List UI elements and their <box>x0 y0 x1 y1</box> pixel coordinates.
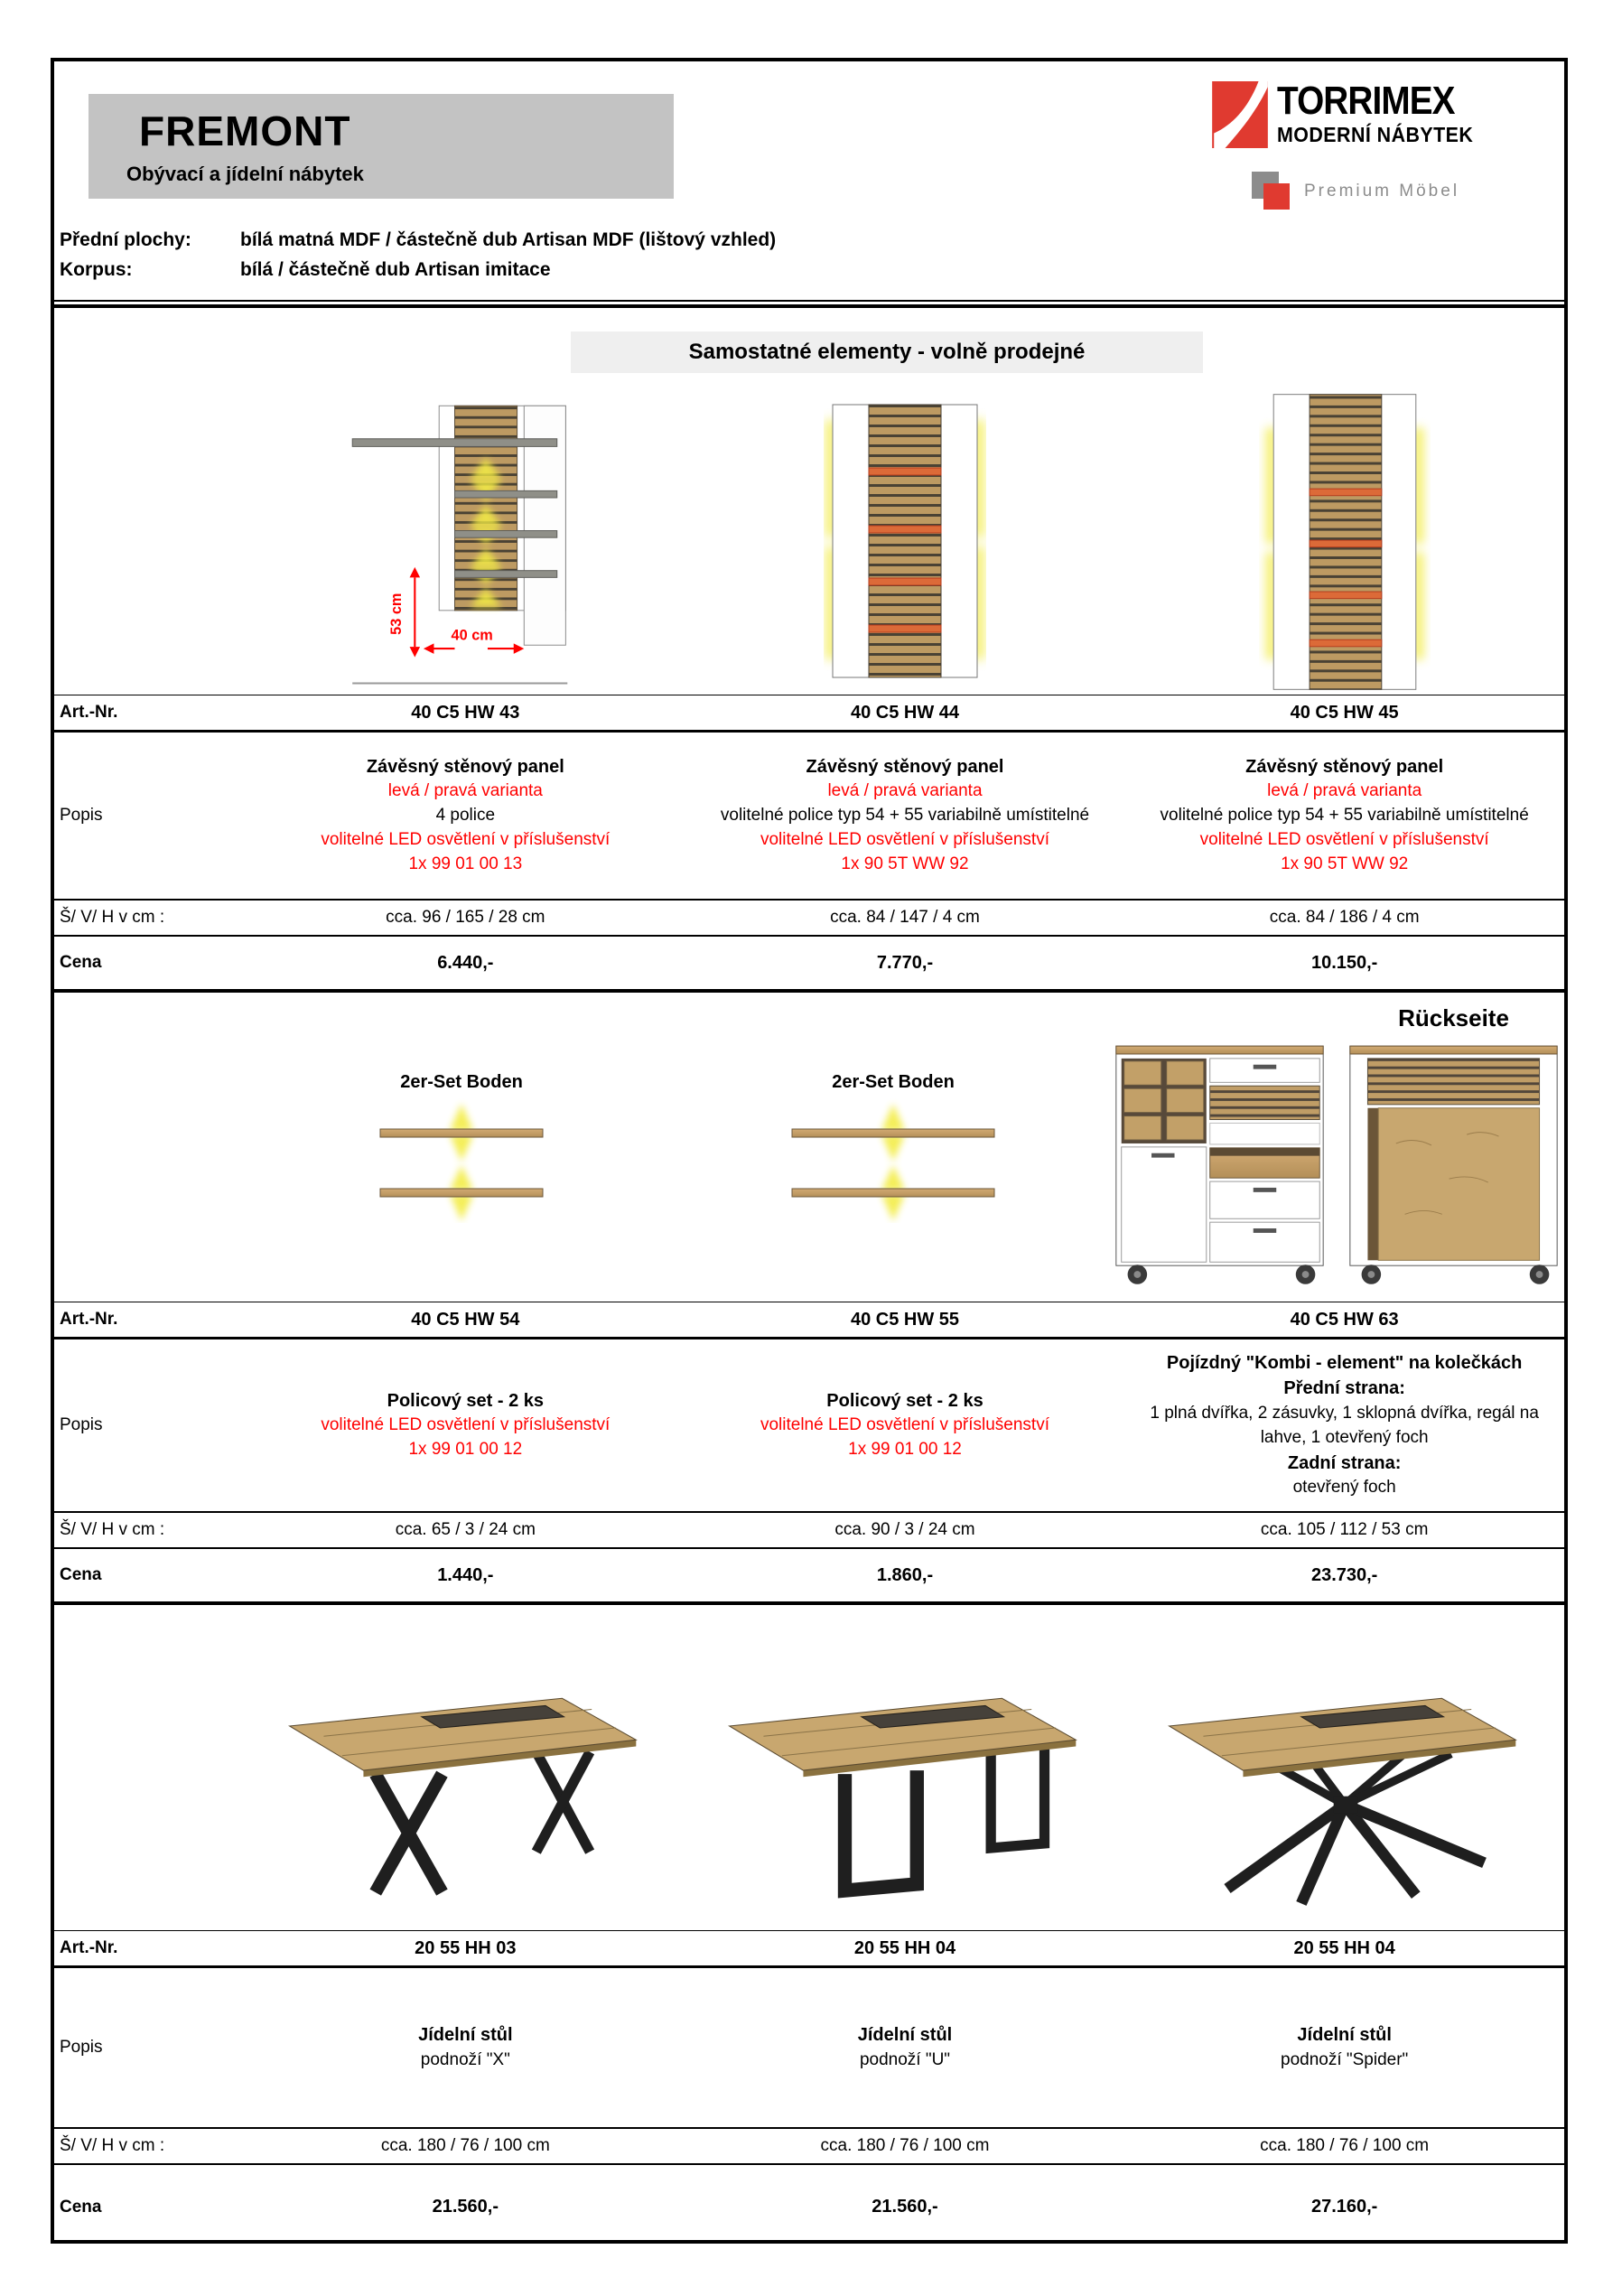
header <box>54 61 1564 300</box>
table-x-legs-drawing <box>266 1614 664 1921</box>
description-line: Policový set - 2 ks <box>387 1390 545 1411</box>
product-dims: cca. 105 / 112 / 53 cm <box>1260 1520 1429 1539</box>
cena-row-label: Cena <box>60 2197 102 2217</box>
dims-row <box>54 1513 1564 1549</box>
image-caption: 2er-Set Boden <box>400 1071 523 1092</box>
product-block-shelves-kombi <box>54 993 1564 1605</box>
dims-row-label: Š/ V/ H v cm : <box>60 908 165 927</box>
product-price: 10.150,- <box>1310 952 1378 973</box>
popis-row-label: Popis <box>60 2038 103 2057</box>
description-line: Policový set - 2 ks <box>826 1390 983 1411</box>
cena-row <box>54 1549 1564 1605</box>
description-line: Přední strana: <box>1283 1378 1405 1399</box>
header-divider <box>54 300 1564 308</box>
brand-name: TORRIMEX <box>1277 79 1455 123</box>
product-dims: cca. 96 / 165 / 28 cm <box>386 908 545 927</box>
wall-panel-front-view-tall-drawing <box>1259 389 1431 695</box>
description-line: Jídelní stůl <box>418 2025 513 2046</box>
art-row-label: Art.-Nr. <box>60 703 118 722</box>
product-image-hw63 <box>1109 993 1564 1302</box>
product-description <box>246 1381 685 1470</box>
product-image-hh04u <box>685 1605 1125 1930</box>
materials-info <box>60 226 776 285</box>
description-line: levá / pravá varianta <box>1267 781 1422 801</box>
product-dims: cca. 180 / 76 / 100 cm <box>380 2136 550 2155</box>
description-line: 1x 99 01 00 13 <box>408 854 523 874</box>
product-description <box>685 1381 1125 1470</box>
description-line: Jídelní stůl <box>1297 2025 1392 2046</box>
product-dims: cca. 180 / 76 / 100 cm <box>1260 2136 1430 2155</box>
shelf-set-wide-drawing <box>776 1097 1011 1223</box>
brand-tagline: MODERNÍ NÁBYTEK <box>1277 123 1474 146</box>
description-line: 1x 90 5T WW 92 <box>1281 854 1409 874</box>
product-price: 7.770,- <box>876 952 934 973</box>
art-row-label: Art.-Nr. <box>60 1938 118 1957</box>
description-line: levá / pravá varianta <box>387 781 543 801</box>
material-value: bílá / částečně dub Artisan imitace <box>240 258 551 280</box>
popis-row <box>54 1339 1564 1513</box>
art-row <box>54 1930 1564 1968</box>
product-description <box>708 747 1102 884</box>
description-line: volitelné police typ 54 + 55 variabilně umístitelné <box>1160 806 1529 826</box>
dims-row-label: Š/ V/ H v cm : <box>60 1520 165 1539</box>
description-line: otevřený foch <box>1292 1478 1396 1498</box>
description-line: Závěsný stěnový panel <box>806 756 1004 777</box>
description-line: levá / pravá varianta <box>827 781 983 801</box>
page-frame <box>51 58 1568 2244</box>
art-nr: 20 55 HH 03 <box>415 1937 517 1958</box>
material-label: Přední plochy: <box>60 229 191 250</box>
series-title-box <box>89 94 674 199</box>
product-image-hw55 <box>677 993 1109 1302</box>
image-caption: Rückseite <box>1398 1004 1509 1031</box>
product-dims: cca. 180 / 76 / 100 cm <box>820 2136 990 2155</box>
dims-row-label: Š/ V/ H v cm : <box>60 2136 165 2155</box>
product-price: 21.560,- <box>432 2197 499 2217</box>
description-line: volitelné police typ 54 + 55 variabilně umístitelné <box>720 806 1090 826</box>
premium-moebel-icon <box>1252 172 1293 211</box>
art-nr: 40 C5 HW 43 <box>411 702 520 723</box>
table-spider-legs-drawing <box>1146 1614 1543 1921</box>
wall-panel-side-view-drawing <box>330 390 601 694</box>
dim-label-width: 40 cm <box>451 627 494 644</box>
art-row <box>54 695 1564 733</box>
art-nr: 40 C5 HW 44 <box>850 702 960 723</box>
product-block-panels <box>54 389 1564 993</box>
description-line: Jídelní stůl <box>857 2025 953 2046</box>
cena-row <box>54 2165 1564 2249</box>
product-image-hh04s <box>1124 1605 1564 1930</box>
art-nr: 40 C5 HW 54 <box>411 1309 520 1330</box>
description-line: volitelné LED osvětlení v příslušenství <box>321 1415 611 1435</box>
material-value: bílá matná MDF / částečně dub Artisan MDF (lištový vzhled) <box>240 229 777 250</box>
page-subtitle: Obývací a jídelní nábytek <box>126 163 364 185</box>
product-dims: cca. 65 / 3 / 24 cm <box>395 1520 536 1539</box>
description-line: Závěsný stěnový panel <box>366 756 564 777</box>
product-image-hw44 <box>685 389 1125 695</box>
section-title: Samostatné elementy - volně prodejné <box>571 331 1203 373</box>
product-description <box>246 2015 685 2079</box>
dims-row <box>54 2129 1564 2165</box>
product-image-hw43 <box>246 389 685 695</box>
page-title: FREMONT <box>139 107 351 154</box>
description-line: 1x 99 01 00 12 <box>408 1440 523 1460</box>
product-block-tables <box>54 1605 1564 2249</box>
description-line: volitelné LED osvětlení v příslušenství <box>760 830 1049 850</box>
image-caption: 2er-Set Boden <box>832 1071 955 1092</box>
premium-moebel-logo <box>1252 172 1537 211</box>
description-line: 1 plná dvířka, 2 zásuvky, 1 sklopná dvířka, regál na lahve, 1 otevřený foch <box>1150 1403 1539 1447</box>
product-dims: cca. 90 / 3 / 24 cm <box>834 1520 975 1539</box>
dim-label-height: 53 cm <box>388 593 406 635</box>
kombi-front-view <box>1109 1004 1330 1290</box>
product-description <box>1124 2015 1564 2079</box>
art-nr: 40 C5 HW 45 <box>1290 702 1399 723</box>
brand-block <box>1212 81 1537 211</box>
description-line: volitelné LED osvětlení v příslušenství <box>321 830 611 850</box>
description-line: 1x 99 01 00 12 <box>848 1440 962 1460</box>
dims-row <box>54 901 1564 937</box>
product-image-hw54 <box>246 993 677 1302</box>
wall-panel-front-view-drawing <box>824 397 986 686</box>
description-line: podnoží "U" <box>859 2049 951 2069</box>
product-dims: cca. 84 / 186 / 4 cm <box>1269 908 1420 927</box>
kombi-back-view <box>1343 1004 1564 1290</box>
art-row <box>54 1302 1564 1339</box>
product-price: 21.560,- <box>872 2197 938 2217</box>
description-line: Závěsný stěnový panel <box>1245 756 1444 777</box>
product-price: 23.730,- <box>1310 1564 1378 1585</box>
product-dims: cca. 84 / 147 / 4 cm <box>830 908 980 927</box>
description-line: volitelné LED osvětlení v příslušenství <box>1199 830 1489 850</box>
torrimex-logo-icon <box>1212 81 1268 148</box>
material-label: Korpus: <box>60 258 133 280</box>
product-price: 6.440,- <box>437 952 494 973</box>
popis-row-label: Popis <box>60 806 103 825</box>
product-price: 1.860,- <box>876 1564 934 1585</box>
description-line: Pojízdný "Kombi - element" na kolečkách <box>1166 1352 1523 1373</box>
art-nr: 20 55 HH 04 <box>853 1937 956 1958</box>
description-line: 4 police <box>435 806 496 826</box>
cena-row-label: Cena <box>60 953 102 972</box>
description-line: volitelné LED osvětlení v příslušenství <box>760 1415 1049 1435</box>
table-u-legs-drawing <box>706 1614 1104 1921</box>
product-description <box>1124 1343 1564 1507</box>
description-line: podnoží "X" <box>420 2049 510 2069</box>
product-description <box>1124 747 1564 884</box>
product-price: 27.160,- <box>1310 2197 1378 2217</box>
product-description <box>685 2015 1125 2079</box>
art-nr: 40 C5 HW 55 <box>850 1309 960 1330</box>
popis-row <box>54 733 1564 901</box>
product-image-hh03 <box>246 1605 685 1930</box>
description-line: 1x 90 5T WW 92 <box>841 854 969 874</box>
kombi-front-drawing <box>1109 1037 1330 1290</box>
premium-moebel-label: Premium Möbel <box>1304 182 1460 201</box>
popis-row <box>54 1968 1564 2129</box>
cena-row-label: Cena <box>60 1565 102 1584</box>
art-nr: 20 55 HH 04 <box>1293 1937 1395 1958</box>
kombi-back-drawing <box>1343 1037 1564 1290</box>
popis-row-label: Popis <box>60 1415 103 1434</box>
product-price: 1.440,- <box>437 1564 494 1585</box>
cena-row <box>54 937 1564 993</box>
art-nr: 40 C5 HW 63 <box>1290 1309 1399 1330</box>
art-row-label: Art.-Nr. <box>60 1310 118 1329</box>
description-line: podnoží "Spider" <box>1281 2049 1409 2069</box>
description-line: Zadní strana: <box>1287 1452 1402 1473</box>
product-image-hw45 <box>1124 389 1564 695</box>
product-description <box>246 747 685 884</box>
shelf-set-drawing <box>358 1097 565 1223</box>
